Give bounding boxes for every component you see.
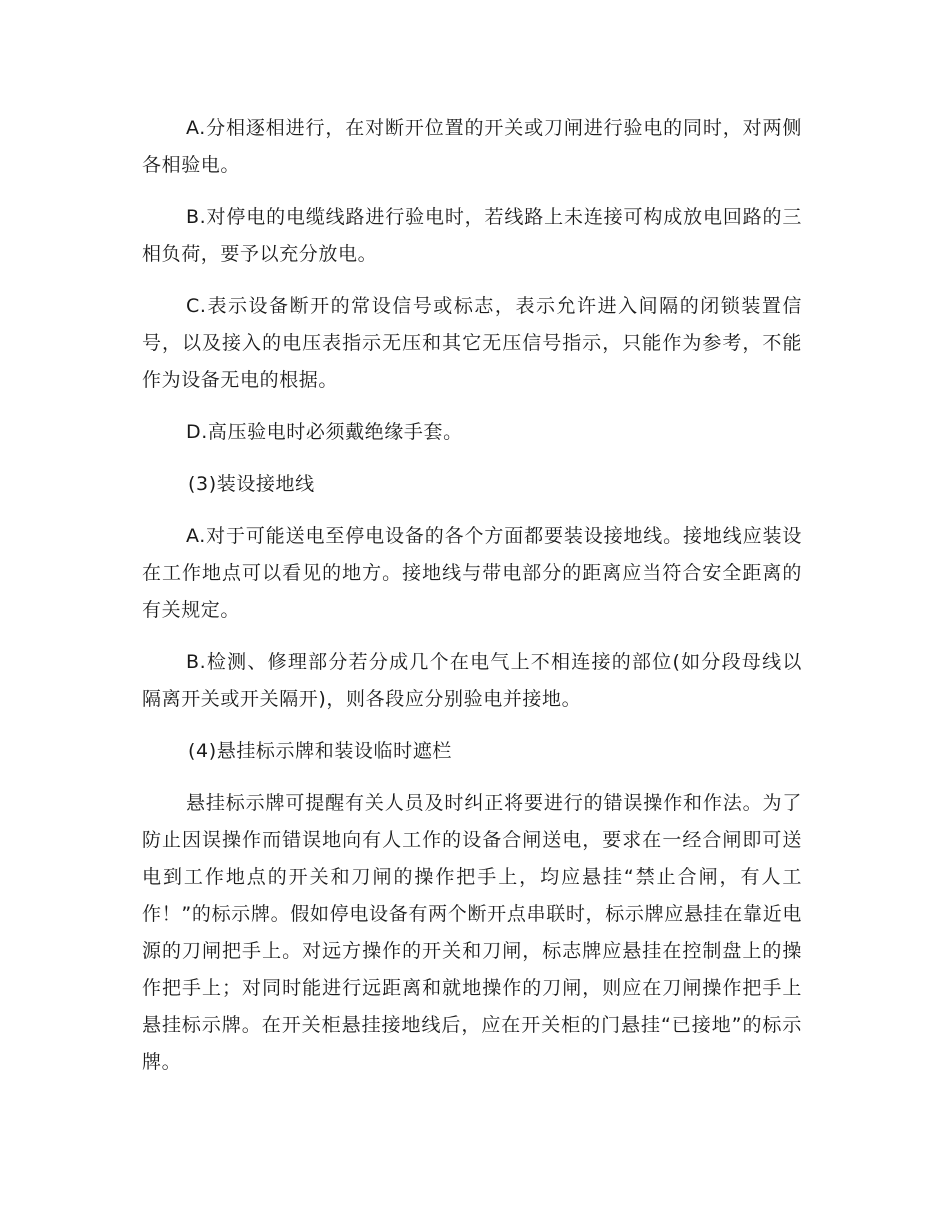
paragraph-verification-d: D.高压验电时必须戴绝缘手套。 xyxy=(186,421,463,443)
paragraph-grounding-b: B.检测、修理部分若分成几个在电气上不相连接的部位(如分段母线以隔离开关或开关隔开)，则各段应分别验电并接地。 xyxy=(142,651,802,710)
paragraph-grounding-a: A.对于可能送电至停电设备的各个方面都要装设接地线。接地线应装设在工作地点可以看见的地方。接地线与带电部分的距离应当符合安全距离的有关规定。 xyxy=(142,525,802,621)
section-heading-grounding: (3)装设接地线 xyxy=(188,473,315,495)
document-body xyxy=(142,110,802,1096)
paragraph-verification-b: B.对停电的电缆线路进行验电时，若线路上未连接可构成放电回路的三相负荷，要予以充分放电。 xyxy=(142,206,802,265)
paragraph-signs-body: 悬挂标示牌可提醒有关人员及时纠正将要进行的错误操作和作法。为了防止因误操作而错误地向有人工作的设备合闸送电，要求在一经合闸即可送电到工作地点的开关和刀闸的操作把手上，均应悬挂“禁止合闸，有人工作！”的标示牌。假如停电设备有两个断开点串联时，标示牌应悬挂在靠近电源的刀闸把手上。对远方操作的开关和刀闸，标志牌应悬挂在控制盘上的操作把手上；对同时能进行远距离和就地操作的刀闸，则应在刀闸操作把手上悬挂标示牌。在开关柜悬挂接地线后，应在开关柜的门悬挂“已接地”的标示牌。 xyxy=(142,792,802,1073)
section-heading-signs: (4)悬挂标示牌和装设临时遮栏 xyxy=(188,740,452,762)
paragraph-verification-c: C.表示设备断开的常设信号或标志，表示允许进入间隔的闭锁装置信号，以及接入的电压表指示无压和其它无压信号指示，只能作为参考，不能作为设备无电的根据。 xyxy=(142,295,802,391)
paragraph-verification-a: A.分相逐相进行，在对断开位置的开关或刀闸进行验电的同时，对两侧各相验电。 xyxy=(142,117,802,176)
